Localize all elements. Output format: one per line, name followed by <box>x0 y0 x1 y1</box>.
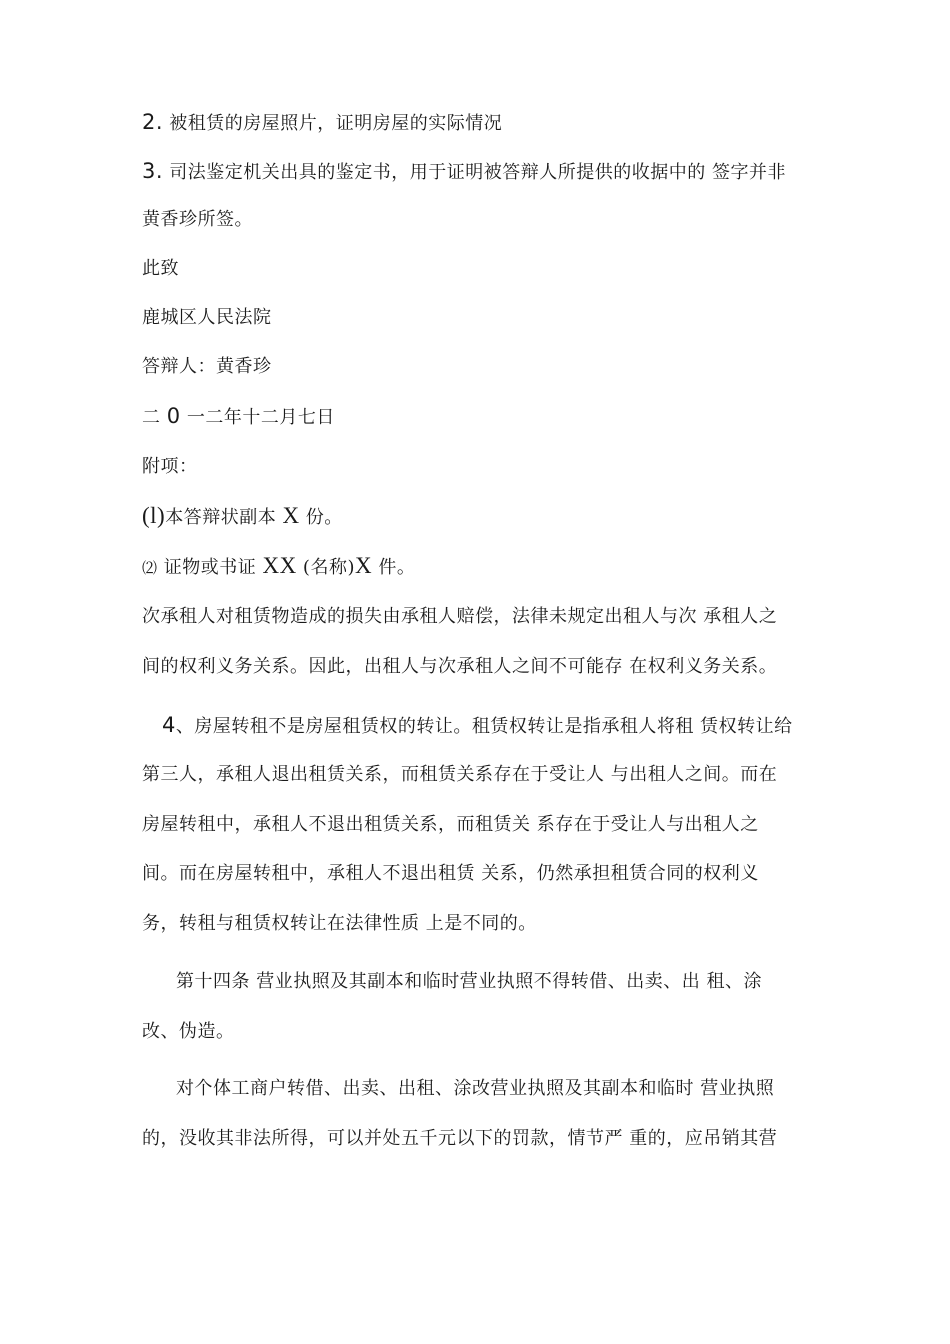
document-date <box>142 404 832 430</box>
date-part: 一二年十二月七日 <box>180 407 335 428</box>
attachment-2 <box>142 554 832 580</box>
salutation: 此致 <box>142 258 179 279</box>
evidence-item-3-continued: 黄香珍所签。 <box>142 209 253 230</box>
paragraph-line: 房屋转租中，承租人不退出租赁关系，而租赁关 系存在于受让人与出租人之 <box>142 814 759 835</box>
item-text: 被租赁的房屋照片，证明房屋的实际情况 <box>163 113 503 134</box>
paragraph-line <box>162 713 832 739</box>
paragraph-line: 间的权利义务关系。因此，出租人与次承租人之间不可能存 在权利义务关系。 <box>142 656 778 677</box>
attachment-unit: 份。 <box>299 507 343 528</box>
attachment-unit: 件。 <box>372 557 416 578</box>
paragraph-line: 第三人，承租人退出租赁关系，而租赁关系存在于受让人 与出租人之间。而在 <box>142 764 778 785</box>
attachment-count: X <box>282 503 300 528</box>
attachment-1 <box>142 504 832 530</box>
paragraph-line: 第十四条 营业执照及其副本和临时营业执照不得转借、出卖、出 租、涂 <box>176 971 762 992</box>
attachment-text: 证物或书证 <box>157 557 263 578</box>
paragraph-line: 对个体工商户转借、出卖、出租、涂改营业执照及其副本和临时 营业执照 <box>176 1078 775 1099</box>
date-part: 二 <box>142 407 167 428</box>
attachment-text: 本答辩状副本 <box>165 507 283 528</box>
item-number: 3. <box>142 159 164 183</box>
paragraph-line: 务，转租与租赁权转让在法律性质 上是不同的。 <box>142 913 537 934</box>
respondent-signature: 答辩人：黄香珍 <box>142 356 272 377</box>
addressee-court: 鹿城区人民法院 <box>142 307 272 328</box>
attachments-label: 附项： <box>142 456 198 477</box>
attachment-count: X <box>354 553 373 578</box>
section-number: 4 <box>162 713 176 737</box>
attachment-number: (l) <box>142 503 166 528</box>
paragraph-text: 、房屋转租不是房屋租赁权的转让。租赁权转让是指承租人将租 赁权转让给 <box>175 716 793 737</box>
date-zero: 0 <box>166 404 181 428</box>
paragraph-line: 次承租人对租赁物造成的损失由承租人赔偿，法律未规定出租人与次 承租人之 <box>142 606 778 627</box>
paragraph-line: 改、伪造。 <box>142 1021 235 1042</box>
item-number: 2. <box>142 110 164 134</box>
attachment-number: ⑵ <box>142 559 158 577</box>
attachment-text: (名称) <box>296 557 355 578</box>
paragraph-line: 的，没收其非法所得，可以并处五千元以下的罚款，情节严 重的，应吊销其营 <box>142 1128 778 1149</box>
attachment-name-placeholder: XX <box>262 553 297 578</box>
item-text: 司法鉴定机关出具的鉴定书，用于证明被答辩人所提供的收据中的 签字并非 <box>163 162 786 183</box>
evidence-item-3 <box>142 159 832 185</box>
paragraph-line: 间。而在房屋转租中，承租人不退出租赁 关系，仍然承担租赁合同的权利义 <box>142 863 759 884</box>
evidence-item-2 <box>142 110 832 136</box>
